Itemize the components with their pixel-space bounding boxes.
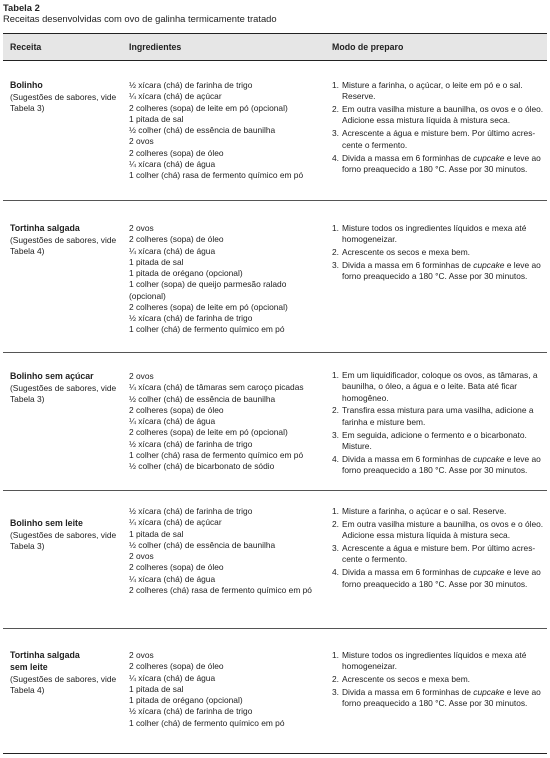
ingredient-item: ¼ xícara (chá) de água bbox=[129, 245, 216, 256]
step-item bbox=[332, 104, 544, 127]
step-number: 3. bbox=[332, 260, 339, 271]
method-cell bbox=[332, 370, 544, 478]
ingredient-item: 1 pitada de orégano (opcional) bbox=[129, 695, 243, 705]
step-text: Em outra vasilha misture a baunilha, os ovos e o óleo. Adicione essa mistura líquida à mistura seca. bbox=[342, 104, 544, 126]
recipe-cell bbox=[10, 80, 125, 114]
table-row bbox=[3, 201, 547, 353]
step-number: 1. bbox=[332, 80, 339, 90]
step-text: Em um liquidificador, coloque os ovos, as tâmaras, a baunilha, o óleo, a água e o leite. Bata até ficar homogêneo. bbox=[342, 370, 538, 403]
step-item bbox=[332, 454, 544, 477]
ingredient-item: 2 colheres (sopa) de leite em pó (opcional) bbox=[129, 301, 288, 312]
ingredient-item: 2 ovos bbox=[129, 551, 154, 561]
step-item bbox=[332, 506, 544, 517]
ingredient-item: 2 ovos bbox=[129, 223, 154, 233]
ingredient-item: 1 colher (chá) de fermento químico em pó bbox=[129, 717, 285, 728]
step-text: Misture a farinha, o açúcar e o sal. Reserve. bbox=[342, 506, 507, 516]
ingredient-item: ¼ xícara (chá) de água bbox=[129, 573, 216, 584]
ingredient-item: ½ colher (chá) de bicarbonato de sódio bbox=[129, 461, 275, 471]
step-text: Divida a massa em 6 forminhas de cupcake e leve ao forno preaquecido a 180 °C. Asse por 30 minutos. bbox=[342, 260, 541, 282]
table-row bbox=[3, 61, 547, 201]
step-text: Acrescente a água e misture bem. Por último acres-cente o fermento. bbox=[342, 128, 536, 150]
step-item bbox=[332, 650, 544, 673]
recipe-note: (Sugestões de sabores, vide Tabela 4) bbox=[10, 234, 117, 257]
ingredient-item: 2 ovos bbox=[129, 136, 154, 147]
ingredient-item: 1 pitada de sal bbox=[129, 528, 184, 539]
step-text: Em seguida, adicione o fermento e o bicarbonato. Misture. bbox=[342, 429, 527, 451]
step-number: 2. bbox=[332, 104, 339, 115]
ingredients-cell bbox=[129, 371, 329, 472]
ingredient-item: ¼ xícara (chá) de água bbox=[129, 672, 216, 683]
step-number: 4. bbox=[332, 453, 339, 464]
table-label: Tabela 2 bbox=[3, 2, 40, 13]
ingredient-item: 1 pitada de sal bbox=[129, 113, 184, 124]
header-ingredients: Ingredientes bbox=[129, 42, 182, 52]
table-row bbox=[3, 491, 547, 629]
recipe-cell bbox=[10, 650, 125, 696]
step-list bbox=[332, 506, 544, 590]
table-row bbox=[3, 353, 547, 491]
recipe-name: Bolinho sem açúcar bbox=[10, 371, 94, 381]
ingredient-item: 2 ovos bbox=[129, 371, 154, 381]
ingredient-item: 1 colher (sopa) de queijo parmesão ralado bbox=[129, 279, 287, 290]
step-list bbox=[332, 223, 544, 283]
ingredient-item: 1 pitada de sal bbox=[129, 683, 184, 694]
step-item bbox=[332, 260, 544, 283]
ingredient-item: ½ colher (chá) de essência de baunilha bbox=[129, 539, 276, 550]
ingredient-item: ¼ xícara (chá) de açúcar bbox=[129, 517, 222, 528]
step-number: 2. bbox=[332, 405, 339, 416]
step-number: 4. bbox=[332, 567, 339, 578]
ingredient-item: 2 colheres (sopa) de óleo bbox=[129, 404, 224, 415]
ingredient-item: 2 colheres (sopa) de leite em pó (opcional) bbox=[129, 427, 288, 438]
step-text: Misture todos os ingredientes líquidos e mexa até homogeneizar. bbox=[342, 223, 527, 245]
ingredient-item: 2 colheres (sopa) de óleo bbox=[129, 661, 224, 672]
recipe-name: Bolinho sem leite bbox=[10, 518, 83, 528]
step-number: 2. bbox=[332, 674, 339, 685]
ingredient-item: 2 colheres (sopa) de leite em pó (opcional) bbox=[129, 102, 288, 113]
recipe-note: (Sugestões de sabores, vide Tabela 3) bbox=[10, 529, 117, 552]
step-item bbox=[332, 687, 544, 710]
step-item bbox=[332, 128, 544, 151]
step-number: 4. bbox=[332, 152, 339, 163]
step-list bbox=[332, 370, 544, 476]
recipe-name: Bolinho bbox=[10, 80, 43, 90]
step-text: Acrescente os secos e mexa bem. bbox=[342, 674, 471, 685]
step-list bbox=[332, 650, 544, 710]
recipe-note: (Sugestões de sabores, vide Tabela 3) bbox=[10, 382, 117, 405]
step-text: Acrescente os secos e mexa bem. bbox=[342, 247, 471, 258]
ingredient-item: 1 pitada de sal bbox=[129, 256, 184, 267]
recipe-cell bbox=[10, 371, 125, 405]
ingredient-item: 2 colheres (chá) rasa de fermento químico em pó bbox=[129, 584, 312, 595]
step-item bbox=[332, 567, 544, 590]
ingredients-cell bbox=[129, 506, 329, 596]
ingredient-item: 2 colheres (sopa) de óleo bbox=[129, 234, 224, 245]
ingredient-item: 1 colher (chá) rasa de fermento químico em pó bbox=[129, 170, 304, 180]
method-cell bbox=[332, 506, 544, 592]
step-number: 1. bbox=[332, 506, 339, 516]
step-item bbox=[332, 674, 544, 685]
step-list bbox=[332, 80, 544, 175]
ingredients-cell bbox=[129, 80, 329, 181]
step-item bbox=[332, 80, 544, 103]
ingredient-item: 2 colheres (sopa) de óleo bbox=[129, 147, 224, 158]
step-item bbox=[332, 153, 544, 176]
step-item bbox=[332, 405, 544, 428]
table-header bbox=[3, 33, 547, 61]
table-caption: Receitas desenvolvidas com ovo de galinha termicamente tratado bbox=[3, 13, 277, 24]
ingredient-item: 1 colher (chá) de fermento químico em pó bbox=[129, 324, 285, 335]
ingredient-item: ½ xícara (chá) de farinha de trigo bbox=[129, 506, 253, 516]
step-text: Em outra vasilha misture a baunilha, os ovos e o óleo. Adicione essa mistura líquida à mistura seca. bbox=[342, 518, 544, 541]
step-item bbox=[332, 247, 544, 258]
recipe-cell bbox=[10, 518, 125, 552]
header-method: Modo de preparo bbox=[332, 42, 404, 52]
method-cell bbox=[332, 223, 544, 284]
recipe-table bbox=[3, 33, 547, 754]
step-text: Divida a massa em 6 forminhas de cupcake e leve ao forno preaquecido a 180 °C. Asse por 30 minutos. bbox=[342, 152, 541, 174]
step-number: 1. bbox=[332, 370, 339, 380]
recipe-name: Tortinha salgada bbox=[10, 223, 80, 233]
step-text: Acrescente a água e misture bem. Por último acres-cente o fermento. bbox=[342, 543, 536, 565]
step-text: Transfira essa mistura para uma vasilha, adicione a farinha e misture bem. bbox=[342, 405, 534, 427]
ingredients-cell bbox=[129, 223, 329, 336]
ingredient-item: 1 pitada de orégano (opcional) bbox=[129, 268, 243, 278]
step-text: Divida a massa em 6 forminhas de cupcake e leve ao forno preaquecido a 180 °C. Asse por 30 minutos. bbox=[342, 687, 541, 709]
ingredient-item: ¼ xícara (chá) de água bbox=[129, 158, 216, 169]
step-number: 3. bbox=[332, 687, 339, 698]
step-item bbox=[332, 543, 544, 566]
ingredient-item: ½ colher (chá) de essência de baunilha bbox=[129, 125, 276, 135]
step-item bbox=[332, 370, 544, 404]
method-cell bbox=[332, 650, 544, 711]
step-item bbox=[332, 223, 544, 246]
step-number: 2. bbox=[332, 518, 339, 529]
table-body bbox=[3, 61, 547, 754]
ingredient-item: ½ xícara (chá) de farinha de trigo bbox=[129, 438, 253, 449]
ingredient-item: 1 colher (chá) rasa de fermento químico em pó bbox=[129, 449, 304, 460]
ingredient-item: ½ xícara (chá) de farinha de trigo bbox=[129, 706, 253, 717]
ingredients-cell bbox=[129, 650, 329, 729]
method-cell bbox=[332, 80, 544, 177]
step-item bbox=[332, 519, 544, 542]
ingredient-item: 2 ovos bbox=[129, 650, 154, 660]
step-text: Misture todos os ingredientes líquidos e mexa até homogeneizar. bbox=[342, 650, 527, 672]
step-number: 3. bbox=[332, 543, 339, 554]
ingredient-item: ½ xícara (chá) de farinha de trigo bbox=[129, 80, 253, 90]
ingredient-item: ¼ xícara (chá) de tâmaras sem caroço picadas bbox=[129, 382, 304, 393]
step-text: Divida a massa em 6 forminhas de cupcake e leve ao forno preaquecido a 180 °C. Asse por 30 minutos. bbox=[342, 453, 541, 476]
table-row bbox=[3, 629, 547, 754]
ingredient-item: ¼ xícara (chá) de açúcar bbox=[129, 91, 222, 102]
recipe-note: (Sugestões de sabores, vide Tabela 3) bbox=[10, 91, 117, 114]
step-number: 2. bbox=[332, 247, 339, 258]
recipe-cell bbox=[10, 223, 125, 257]
step-number: 1. bbox=[332, 650, 339, 660]
step-number: 3. bbox=[332, 128, 339, 139]
step-number: 3. bbox=[332, 429, 339, 440]
ingredient-item: ½ colher (chá) de essência de baunilha bbox=[129, 393, 276, 404]
recipe-name: Tortinha salgada sem leite bbox=[10, 650, 80, 672]
ingredient-item: (opcional) bbox=[129, 290, 166, 301]
step-item bbox=[332, 430, 544, 453]
recipe-note: (Sugestões de sabores, vide Tabela 4) bbox=[10, 673, 117, 695]
ingredient-item: ½ xícara (chá) de farinha de trigo bbox=[129, 313, 253, 323]
step-number: 1. bbox=[332, 223, 339, 233]
header-recipe: Receita bbox=[10, 42, 42, 52]
ingredient-item: ¼ xícara (chá) de água bbox=[129, 416, 216, 426]
step-text: Divida a massa em 6 forminhas de cupcake e leve ao forno preaquecido a 180 °C. Asse por 30 minutos. bbox=[342, 567, 541, 589]
step-text: Misture a farinha, o açúcar, o leite em pó e o sal. Reserve. bbox=[342, 80, 523, 102]
ingredient-item: 2 colheres (sopa) de óleo bbox=[129, 562, 224, 573]
